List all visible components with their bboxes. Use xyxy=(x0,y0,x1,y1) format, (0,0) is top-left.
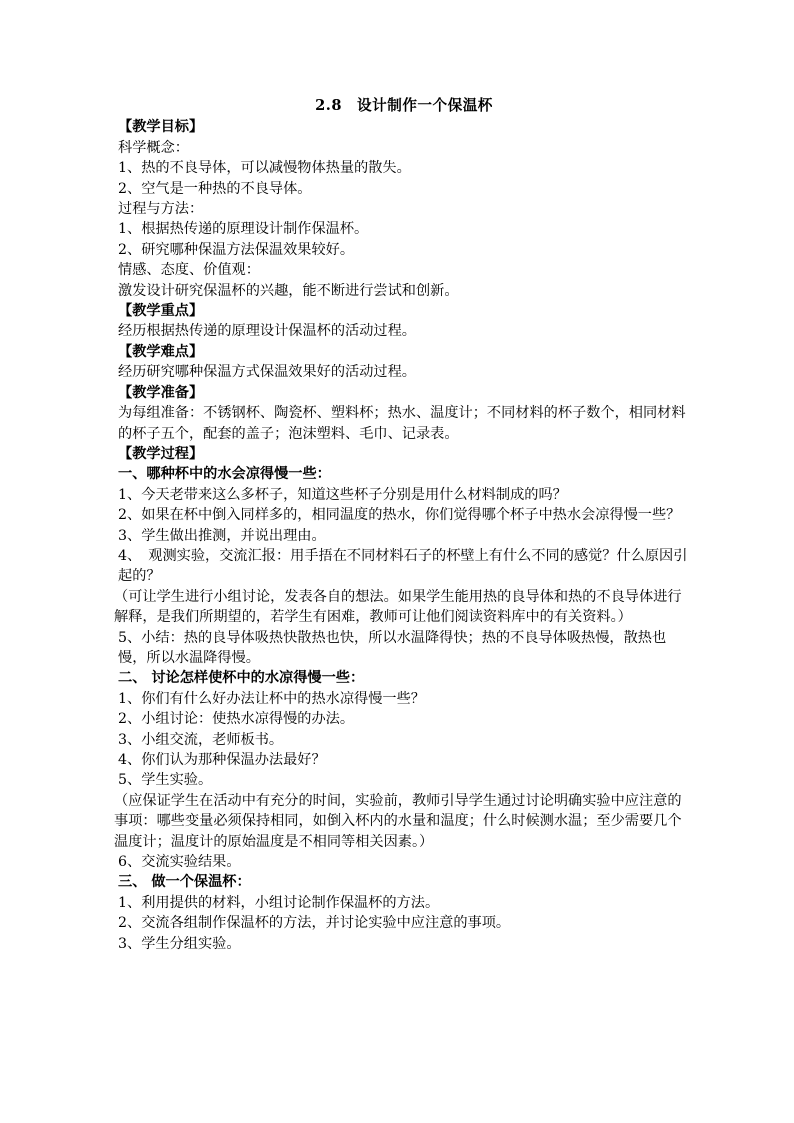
paragraph: 科学概念： xyxy=(118,139,189,156)
paragraph: 3、学生做出推测，并说出理由。 xyxy=(118,527,326,544)
paragraph: 2、如果在杯中倒入同样多的，相同温度的热水，你们觉得哪个杯子中热水会凉得慢一些？ xyxy=(118,507,681,524)
paragraph: 经历根据热传递的原理设计保温杯的活动过程。 xyxy=(118,323,416,340)
section-heading: 【教学难点】 xyxy=(118,343,204,360)
section-heading: 一、哪种杯中的水会凉得慢一些： xyxy=(118,466,331,483)
section-heading: 【教学准备】 xyxy=(118,384,204,401)
paragraph: 4、你们认为那种保温办法最好？ xyxy=(118,752,326,768)
document-body xyxy=(114,117,690,954)
paragraph: （应保证学生在活动中有充分的时间，实验前，教师引导学生通过讨论明确实验中应注意的事项：哪些变量必须保持相同，如倒入杯内的水量和温度；什么时候测水温；至少需要几个温度计；温度计的原始温度是不相同等相关因素。） xyxy=(114,792,682,850)
section-heading: 二、 讨论怎样使杯中的水凉得慢一些： xyxy=(118,670,365,687)
paragraph: 1、热的不良导体，可以减慢物体热量的散失。 xyxy=(118,160,411,177)
paragraph: 为每组准备：不锈钢杯、陶瓷杯、塑料杯；热水、温度计；不同材料的杯子数个，相同材料的杯子五个，配套的盖子；泡沫塑料、毛巾、记录表。 xyxy=(118,405,686,442)
section-heading: 三、 做一个保温杯： xyxy=(118,874,251,891)
paragraph: 1、你们有什么好办法让杯中的热水凉得慢一些？ xyxy=(118,690,425,707)
paragraph: 2、小组讨论：使热水凉得慢的办法。 xyxy=(118,711,355,728)
paragraph: 激发设计研究保温杯的兴趣，能不断进行尝试和创新。 xyxy=(118,282,459,299)
paragraph: 5、小结：热的良导体吸热快散热也快，所以水温降得快；热的不良导体吸热慢，散热也慢，所以水温降得慢。 xyxy=(118,629,667,666)
paragraph: 1、今天老带来这么多杯子，知道这些杯子分别是用什么材料制成的吗？ xyxy=(118,486,567,503)
paragraph: 经历研究哪种保温方式保温效果好的活动过程。 xyxy=(118,364,416,381)
paragraph: 3、小组交流，老师板书。 xyxy=(118,731,284,748)
paragraph: 过程与方法： xyxy=(118,201,204,218)
paragraph: 6、交流实验结果。 xyxy=(118,854,241,871)
paragraph: 1、根据热传递的原理设计制作保温杯。 xyxy=(118,221,369,238)
paragraph: 2、交流各组制作保温杯的方法，并讨论实验中应注意的事项。 xyxy=(118,915,511,932)
section-heading: 【教学过程】 xyxy=(118,445,204,462)
paragraph: 4、 观测实验，交流汇报：用手捂在不同材料石子的杯壁上有什么不同的感觉？什么原因引起的？ xyxy=(118,547,688,585)
section-heading: 【教学重点】 xyxy=(118,303,204,320)
paragraph: （可让学生进行小组讨论，发表各自的想法。如果学生能用热的良导体和热的不良导体进行解释，是我们所期望的，若学生有困难，教师可让他们阅读资料库中的有关资料。） xyxy=(114,588,682,626)
paragraph: 5、学生实验。 xyxy=(118,772,213,789)
paragraph: 2、研究哪种保温方法保温效果较好。 xyxy=(118,241,355,258)
paragraph: 2、空气是一种热的不良导体。 xyxy=(118,180,312,197)
paragraph: 3、学生分组实验。 xyxy=(118,935,241,952)
document-title: 2.8 设计制作一个保温杯 xyxy=(315,97,493,114)
document-page xyxy=(114,96,690,954)
section-heading: 【教学目标】 xyxy=(118,119,204,136)
paragraph: 情感、态度、价值观： xyxy=(118,262,260,279)
paragraph: 1、利用提供的材料，小组讨论制作保温杯的方法。 xyxy=(118,894,440,911)
